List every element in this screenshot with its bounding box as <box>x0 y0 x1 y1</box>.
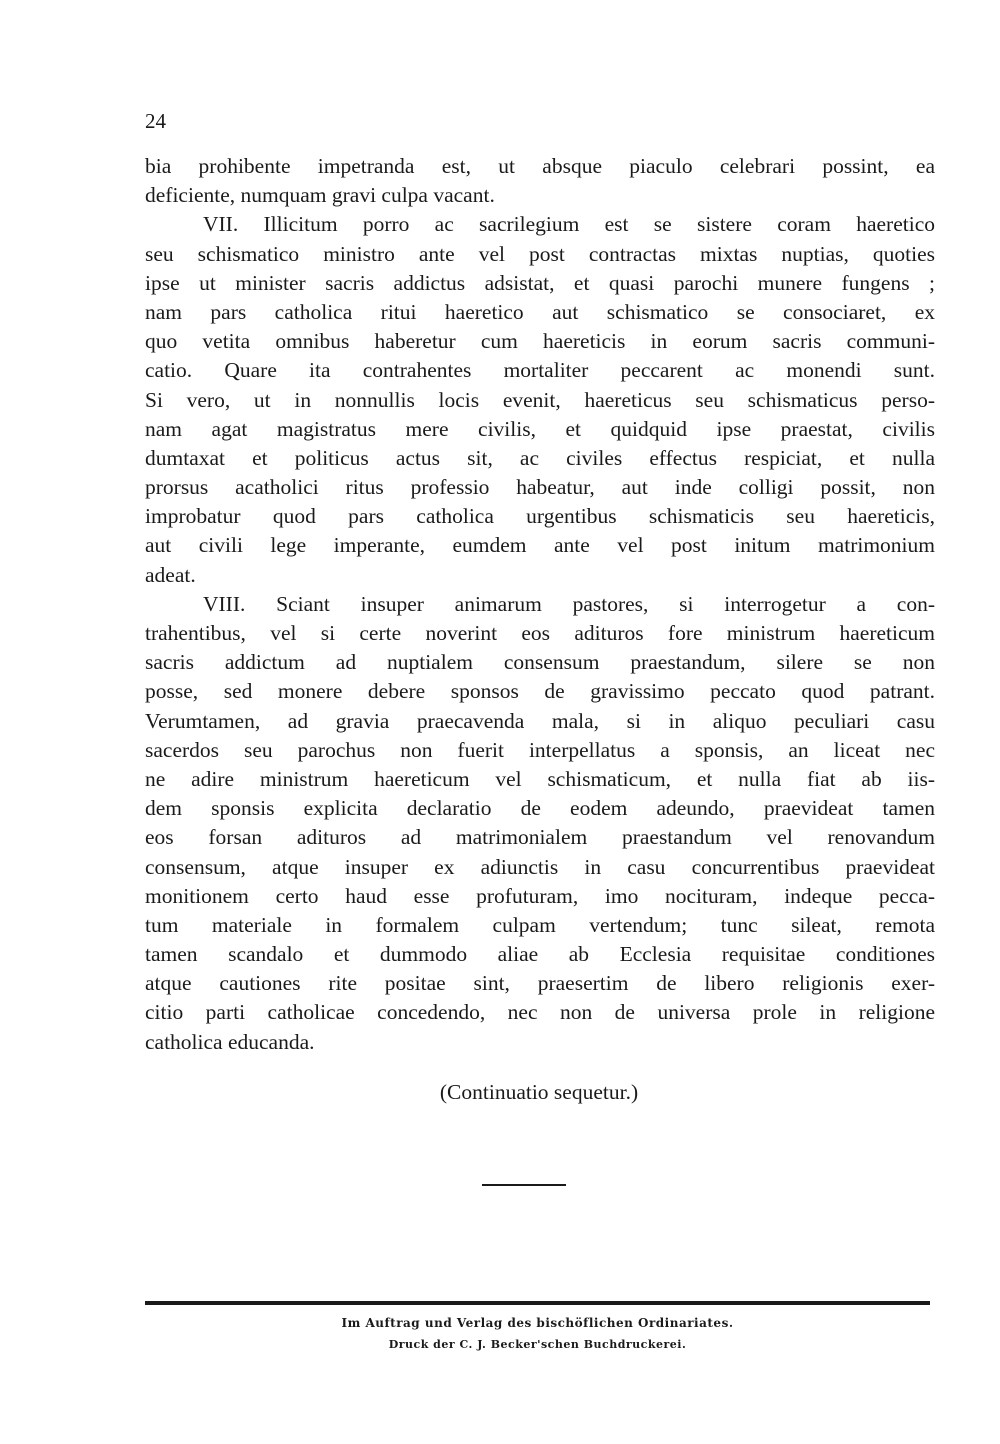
footer-rule <box>145 1301 930 1305</box>
text-line: ne adire ministrum haereticum vel schismaticum, et nulla fiat ab iis- <box>145 766 935 791</box>
text-line: catholica educanda. <box>145 1029 315 1054</box>
text-line: Si vero, ut in nonnullis locis evenit, haereticus seu schismaticus perso- <box>145 387 935 412</box>
text-line: posse, sed monere debere sponsos de gravissimo peccato quod patrant. <box>145 679 935 704</box>
text-line: adeat. <box>145 562 196 587</box>
text-line: nam pars catholica ritui haeretico aut schismatico se consociaret, ex <box>145 299 935 324</box>
continuation-note: (Continuatio sequetur.) <box>439 1080 639 1104</box>
text-line: citio parti catholicae concedendo, nec non de universa prole in religione <box>145 1000 935 1025</box>
text-line: tum materiale in formalem culpam vertendum; tunc sileat, remota <box>145 912 935 937</box>
text-line: improbatur quod pars catholica urgentibus schismaticis seu haereticis, <box>145 504 935 529</box>
text-line: VII. Illicitum porro ac sacrilegium est se sistere coram haeretico <box>203 212 935 237</box>
imprint-printer: Druck der C. J. Becker'schen Buchdruckerei. <box>388 1338 687 1351</box>
text-line: aut civili lege imperante, eumdem ante vel post initum matrimonium <box>145 533 935 558</box>
text-line: eos forsan adituros ad matrimonialem praestandum vel renovandum <box>145 825 935 850</box>
text-line: sacerdos seu parochus non fuerit interpellatus a sponsis, an liceat nec <box>145 737 935 762</box>
text-line: dumtaxat et politicus actus sit, ac civiles effectus respiciat, et nulla <box>145 445 935 470</box>
text-line: nam agat magistratus mere civilis, et quidquid ipse praestat, civilis <box>145 416 935 441</box>
text-line: deficiente, numquam gravi culpa vacant. <box>145 183 495 208</box>
page-number: 24 <box>145 109 166 133</box>
text-line: atque cautiones rite positae sint, praesertim de libero religionis exer- <box>145 971 935 996</box>
text-line: VIII. Sciant insuper animarum pastores, si interrogetur a con- <box>203 591 935 616</box>
text-line: dem sponsis explicita declaratio de eodem adeundo, praevideat tamen <box>145 796 935 821</box>
text-line: monitionem certo haud esse profuturam, imo nocituram, indeque pecca- <box>145 883 935 908</box>
text-line: catio. Quare ita contrahentes mortaliter peccarent ac monendi sunt. <box>145 358 935 383</box>
text-line: prorsus acatholici ritus professio habeatur, aut inde colligi possit, non <box>145 475 935 500</box>
text-line: trahentibus, vel si certe noverint eos adituros fore ministrum haereticum <box>145 621 935 645</box>
separator-rule <box>482 1184 566 1186</box>
text-line: ipse ut minister sacris addictus adsistat, et quasi parochi munere fungens ; <box>145 270 935 295</box>
text-line: quo vetita omnibus haberetur cum haereticis in eorum sacris communi- <box>145 329 935 354</box>
text-line: Verumtamen, ad gravia praecavenda mala, si in aliquo peculiari casu <box>145 708 935 733</box>
text-line: sacris addictum ad nuptialem consensum praestandum, silere se non <box>145 650 935 675</box>
text-line: seu schismatico ministro ante vel post contractas mixtas nuptias, quoties <box>145 241 935 266</box>
text-line: bia prohibente impetranda est, ut absque piaculo celebrari possint, ea <box>145 154 935 178</box>
imprint-publisher: Im Auftrag und Verlag des bischöflichen Ordinariates. <box>341 1316 734 1330</box>
text-line: tamen scandalo et dummodo aliae ab Ecclesia requisitae conditiones <box>145 942 935 967</box>
main-text <box>145 152 935 1057</box>
text-line: consensum, atque insuper ex adiunctis in casu concurrentibus praevideat <box>145 854 935 879</box>
